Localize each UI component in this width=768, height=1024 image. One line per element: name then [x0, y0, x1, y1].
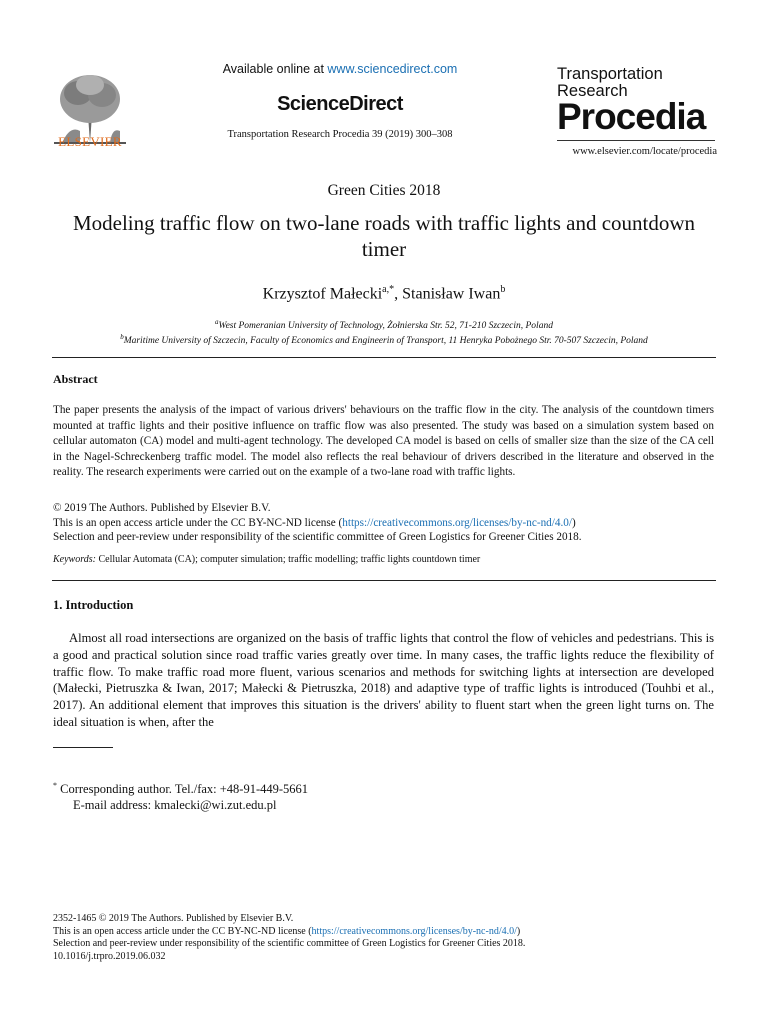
journal-citation: Transportation Research Procedia 39 (2019) 300–308 [227, 129, 453, 140]
author-name: Krzysztof Małecki [262, 285, 383, 303]
abstract-top-rule [52, 357, 716, 358]
procedia-divider [557, 140, 715, 141]
copyright-block [53, 501, 714, 545]
author-separator: , [394, 285, 403, 303]
peer-review-line: Selection and peer-review under responsibility of the scientific committee of Green Logistics for Greener Cities 2018. [53, 531, 582, 543]
affiliation-marker: a [215, 318, 219, 326]
license-suffix: ) [571, 516, 576, 529]
footnote-text: Corresponding author. Tel./fax: +48-91-449-5661 [57, 782, 309, 797]
conference-name: Green Cities 2018 [327, 182, 441, 199]
abstract-heading: Abstract [53, 372, 98, 386]
keywords-label: Keywords: [53, 554, 96, 565]
author-affiliation-marker: a,* [382, 284, 395, 295]
footer-peer-review-line: Selection and peer-review under responsibility of the scientific committee of Green Logistics for Greener Cities 2018. [53, 938, 526, 950]
footnote-corresponding-author [53, 781, 308, 797]
footer-license-link[interactable]: https://creativecommons.org/licenses/by-nc-nd/4.0/ [311, 925, 517, 937]
procedia-logo [557, 65, 717, 137]
procedia-logo-line3: Procedia [557, 96, 706, 137]
procedia-logo-line1: Transportation [557, 65, 663, 83]
affiliation-marker: b [120, 333, 124, 341]
available-online-line [160, 62, 520, 76]
introduction-body [53, 630, 714, 731]
elsevier-wordmark: ELSEVIER [58, 134, 122, 149]
procedia-logo-line2: Research [557, 82, 628, 100]
doi-line[interactable]: 10.1016/j.trpro.2019.06.032 [53, 951, 166, 963]
paper-title: Modeling traffic flow on two-lane roads with traffic lights and countdown timer [72, 211, 696, 261]
keywords-list: Cellular Automata (CA); computer simulation; traffic modelling; traffic lights countdown timer [95, 554, 481, 565]
author-affiliation-marker: b [500, 284, 506, 295]
affiliation-text: West Pomeranian University of Technology, Żołnierska Str. 52, 71-210 Szczecin, Poland [218, 321, 553, 332]
keywords-line [53, 554, 714, 565]
license-link[interactable]: https://creativecommons.org/licenses/by-nc-nd/4.0/ [342, 516, 572, 529]
affiliation-b [0, 333, 768, 346]
footnote-rule [53, 747, 113, 748]
author-name: Stanisław Iwan [402, 285, 501, 303]
abstract-body: The paper presents the analysis of the impact of various drivers' behaviours on the traffic flow in the city. The analysis of the countdown timers mounted at traffic lights and their positive influence on traffic flow was also presented. The study was based on a simulation system based on cellular automaton (CA) model and multi-agent technology. The developed CA model is based on cells of smaller size than the size of the CA cell in the Nagel-Schreckenberg traffic model. The model also reflects the real behaviour of drivers described in the literature and observed in the reality. The research experiments were carried out on the example of a two-lane road with traffic lights. [53, 404, 714, 478]
license-prefix: This is an open access article under the CC BY-NC-ND license ( [53, 516, 343, 529]
affiliation-text: Maritime University of Szczecin, Faculty of Economics and Engineerin of Transport, 11 Henryka Pobożnego Str. 70-507 Szczecin, Poland [123, 336, 648, 347]
sciencedirect-brand: ScienceDirect [277, 93, 403, 115]
affiliation-a [0, 318, 768, 331]
footer-license-prefix: This is an open access article under the CC BY-NC-ND license ( [53, 925, 312, 937]
footer-license-suffix: ) [516, 925, 521, 937]
procedia-url[interactable]: www.elsevier.com/locate/procedia [572, 146, 717, 157]
footer-license-line [53, 926, 714, 939]
footnote-marker: * [53, 781, 57, 790]
publication-footer [53, 913, 714, 964]
issn-line: 2352-1465 © 2019 The Authors. Published by Elsevier B.V. [53, 913, 294, 924]
sciencedirect-link[interactable]: www.sciencedirect.com [327, 62, 458, 76]
abstract-bottom-rule [52, 580, 716, 581]
footnote-email: E-mail address: kmalecki@wi.zut.edu.pl [73, 798, 277, 812]
introduction-paragraph: Almost all road intersections are organized on the basis of traffic lights that control the flow of vehicles and pedestrians. This is a good and practical solution since road traffic varies greatly over time. In many cases, the traffic lights reduce the flexibility of traffic flow. To make traffic road more fluent, various scenarios and methods for switching lights at intersection are developed (Małecki, Pietruszka & Iwan, 2017; Małecki & Pietruszka, 2018) and adaptive type of traffic lights is introduced (Touhbi et al., 2017). An additional element that improves this situation is the drivers' ability to fluent start when the green light turns on. The ideal situation is when, after the [53, 631, 714, 729]
author-list [0, 284, 768, 303]
copyright-line: © 2019 The Authors. Published by Elsevier B.V. [53, 502, 271, 514]
available-prefix: Available online at [222, 62, 328, 76]
license-line [53, 516, 714, 531]
section-heading-introduction: 1. Introduction [53, 598, 134, 612]
